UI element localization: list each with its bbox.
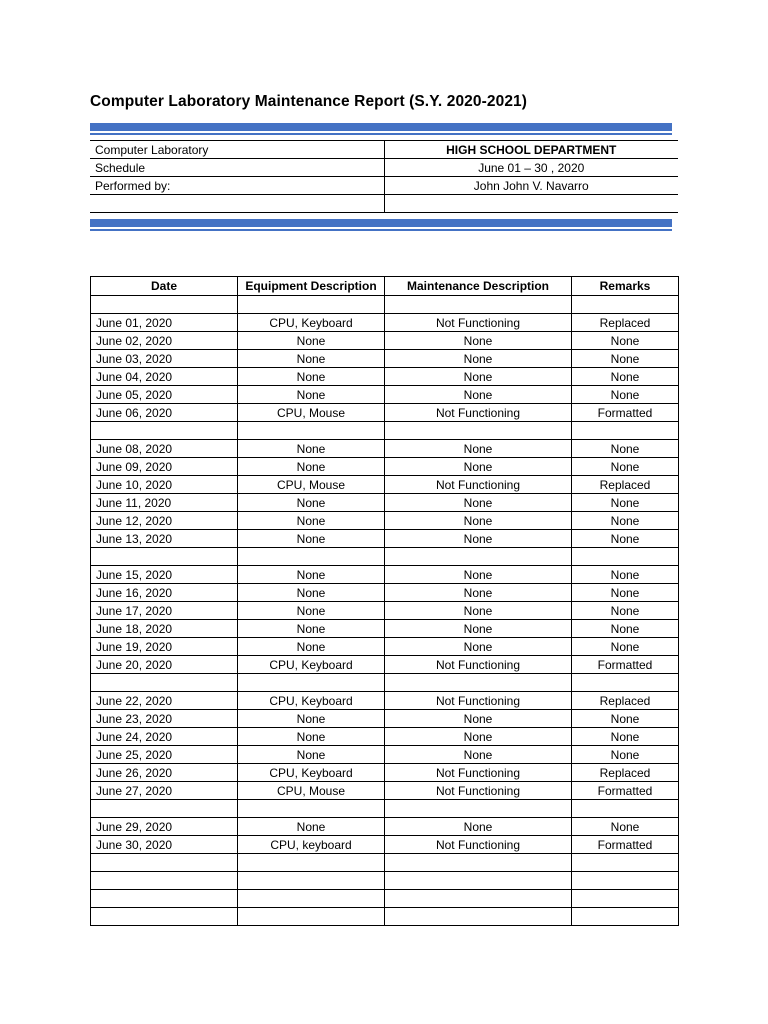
maintenance-log-table xyxy=(90,276,679,926)
remarks-cell xyxy=(572,890,679,908)
table-row xyxy=(91,638,679,656)
equipment-cell: None xyxy=(238,746,385,764)
table-row xyxy=(91,674,679,692)
info-value: HIGH SCHOOL DEPARTMENT xyxy=(384,141,678,159)
table-row xyxy=(91,746,679,764)
equipment-cell: None xyxy=(238,440,385,458)
remarks-cell: Replaced xyxy=(572,764,679,782)
table-row xyxy=(91,620,679,638)
date-cell: June 15, 2020 xyxy=(91,566,238,584)
equipment-cell: None xyxy=(238,584,385,602)
remarks-cell: None xyxy=(572,440,679,458)
equipment-cell: None xyxy=(238,710,385,728)
table-row xyxy=(91,458,679,476)
maintenance-cell: None xyxy=(385,620,572,638)
equipment-cell xyxy=(238,854,385,872)
maintenance-cell: None xyxy=(385,728,572,746)
table-row xyxy=(91,530,679,548)
maintenance-cell: None xyxy=(385,638,572,656)
equipment-cell: None xyxy=(238,638,385,656)
date-cell: June 11, 2020 xyxy=(91,494,238,512)
remarks-cell: None xyxy=(572,494,679,512)
date-cell xyxy=(91,854,238,872)
table-row xyxy=(91,350,679,368)
equipment-cell: CPU, Keyboard xyxy=(238,692,385,710)
column-header-equipment: Equipment Description xyxy=(238,277,385,296)
date-cell: June 19, 2020 xyxy=(91,638,238,656)
maintenance-cell xyxy=(385,872,572,890)
maintenance-cell: Not Functioning xyxy=(385,404,572,422)
equipment-cell xyxy=(238,548,385,566)
equipment-cell xyxy=(238,872,385,890)
maintenance-cell: None xyxy=(385,386,572,404)
equipment-cell: None xyxy=(238,602,385,620)
maintenance-cell xyxy=(385,854,572,872)
remarks-cell xyxy=(572,908,679,926)
equipment-cell: CPU, Keyboard xyxy=(238,656,385,674)
info-value: June 01 – 30 , 2020 xyxy=(384,159,678,177)
date-cell: June 22, 2020 xyxy=(91,692,238,710)
date-cell: June 05, 2020 xyxy=(91,386,238,404)
header-divider-top xyxy=(90,123,672,135)
date-cell: June 04, 2020 xyxy=(91,368,238,386)
maintenance-cell: None xyxy=(385,494,572,512)
remarks-cell xyxy=(572,800,679,818)
table-row xyxy=(91,476,679,494)
remarks-cell: None xyxy=(572,584,679,602)
date-cell: June 18, 2020 xyxy=(91,620,238,638)
equipment-cell: CPU, Keyboard xyxy=(238,764,385,782)
equipment-cell: CPU, Mouse xyxy=(238,782,385,800)
table-row xyxy=(91,854,679,872)
date-cell: June 27, 2020 xyxy=(91,782,238,800)
remarks-cell: None xyxy=(572,368,679,386)
equipment-cell: None xyxy=(238,386,385,404)
maintenance-cell: None xyxy=(385,566,572,584)
date-cell: June 16, 2020 xyxy=(91,584,238,602)
remarks-cell: None xyxy=(572,746,679,764)
maintenance-cell: Not Functioning xyxy=(385,692,572,710)
table-row xyxy=(91,422,679,440)
equipment-cell: CPU, Keyboard xyxy=(238,314,385,332)
equipment-cell: None xyxy=(238,512,385,530)
date-cell xyxy=(91,674,238,692)
maintenance-cell xyxy=(385,908,572,926)
info-row-lab xyxy=(90,141,678,159)
table-row xyxy=(91,836,679,854)
table-row xyxy=(91,800,679,818)
equipment-cell: None xyxy=(238,566,385,584)
date-cell: June 20, 2020 xyxy=(91,656,238,674)
equipment-cell xyxy=(238,422,385,440)
remarks-cell: None xyxy=(572,566,679,584)
info-row-schedule xyxy=(90,159,678,177)
date-cell xyxy=(91,800,238,818)
remarks-cell: None xyxy=(572,512,679,530)
remarks-cell xyxy=(572,674,679,692)
date-cell: June 29, 2020 xyxy=(91,818,238,836)
remarks-cell: Replaced xyxy=(572,476,679,494)
maintenance-cell: None xyxy=(385,332,572,350)
column-header-maintenance: Maintenance Description xyxy=(385,277,572,296)
equipment-cell: CPU, Mouse xyxy=(238,476,385,494)
date-cell: June 01, 2020 xyxy=(91,314,238,332)
date-cell: June 02, 2020 xyxy=(91,332,238,350)
table-row xyxy=(91,548,679,566)
date-cell: June 09, 2020 xyxy=(91,458,238,476)
report-title: Computer Laboratory Maintenance Report (S.Y. 2020-2021) xyxy=(90,93,528,110)
maintenance-cell xyxy=(385,674,572,692)
date-cell xyxy=(91,422,238,440)
table-row xyxy=(91,818,679,836)
maintenance-cell: None xyxy=(385,710,572,728)
maintenance-cell: None xyxy=(385,350,572,368)
table-row xyxy=(91,440,679,458)
table-row xyxy=(91,296,679,314)
remarks-cell xyxy=(572,422,679,440)
maintenance-cell xyxy=(385,800,572,818)
table-row xyxy=(91,314,679,332)
table-row xyxy=(91,602,679,620)
remarks-cell: Replaced xyxy=(572,692,679,710)
equipment-cell xyxy=(238,890,385,908)
table-row xyxy=(91,386,679,404)
remarks-cell xyxy=(572,872,679,890)
equipment-cell: None xyxy=(238,332,385,350)
info-label: Performed by: xyxy=(90,177,384,195)
table-row xyxy=(91,908,679,926)
remarks-cell xyxy=(572,854,679,872)
equipment-cell xyxy=(238,674,385,692)
table-row xyxy=(91,728,679,746)
maintenance-cell xyxy=(385,422,572,440)
remarks-cell: None xyxy=(572,710,679,728)
date-cell xyxy=(91,548,238,566)
remarks-cell: None xyxy=(572,386,679,404)
date-cell: June 10, 2020 xyxy=(91,476,238,494)
date-cell: June 13, 2020 xyxy=(91,530,238,548)
table-row xyxy=(91,710,679,728)
remarks-cell: None xyxy=(572,458,679,476)
maintenance-cell: Not Functioning xyxy=(385,782,572,800)
equipment-cell: CPU, Mouse xyxy=(238,404,385,422)
equipment-cell: None xyxy=(238,530,385,548)
table-row xyxy=(91,494,679,512)
info-value: John John V. Navarro xyxy=(384,177,678,195)
table-row xyxy=(91,512,679,530)
table-row xyxy=(91,656,679,674)
maintenance-cell: None xyxy=(385,368,572,386)
equipment-cell: None xyxy=(238,458,385,476)
remarks-cell: None xyxy=(572,332,679,350)
maintenance-cell: Not Functioning xyxy=(385,836,572,854)
remarks-cell: None xyxy=(572,602,679,620)
equipment-cell: None xyxy=(238,620,385,638)
remarks-cell: Formatted xyxy=(572,782,679,800)
remarks-cell: None xyxy=(572,818,679,836)
equipment-cell xyxy=(238,296,385,314)
remarks-cell: None xyxy=(572,638,679,656)
header-divider-bottom xyxy=(90,219,672,231)
remarks-cell: None xyxy=(572,728,679,746)
equipment-cell: None xyxy=(238,728,385,746)
table-row xyxy=(91,566,679,584)
maintenance-cell: Not Functioning xyxy=(385,314,572,332)
maintenance-cell xyxy=(385,890,572,908)
date-cell: June 12, 2020 xyxy=(91,512,238,530)
remarks-cell: Formatted xyxy=(572,836,679,854)
date-cell xyxy=(91,296,238,314)
maintenance-cell: Not Functioning xyxy=(385,476,572,494)
info-row-performed-by xyxy=(90,177,678,195)
table-row xyxy=(91,404,679,422)
remarks-cell: Formatted xyxy=(572,404,679,422)
date-cell xyxy=(91,890,238,908)
date-cell: June 06, 2020 xyxy=(91,404,238,422)
remarks-cell: None xyxy=(572,530,679,548)
remarks-cell xyxy=(572,548,679,566)
column-header-date: Date xyxy=(91,277,238,296)
maintenance-cell: None xyxy=(385,530,572,548)
date-cell: June 23, 2020 xyxy=(91,710,238,728)
remarks-cell: Formatted xyxy=(572,656,679,674)
info-value xyxy=(384,195,678,213)
equipment-cell: CPU, keyboard xyxy=(238,836,385,854)
equipment-cell xyxy=(238,800,385,818)
table-header-row xyxy=(91,277,679,296)
table-row xyxy=(91,764,679,782)
remarks-cell xyxy=(572,296,679,314)
table-row xyxy=(91,584,679,602)
equipment-cell xyxy=(238,908,385,926)
maintenance-log-body xyxy=(91,296,679,926)
date-cell: June 17, 2020 xyxy=(91,602,238,620)
table-row xyxy=(91,782,679,800)
maintenance-cell: None xyxy=(385,440,572,458)
table-row xyxy=(91,872,679,890)
date-cell: June 26, 2020 xyxy=(91,764,238,782)
date-cell: June 24, 2020 xyxy=(91,728,238,746)
date-cell: June 03, 2020 xyxy=(91,350,238,368)
maintenance-cell: Not Functioning xyxy=(385,656,572,674)
equipment-cell: None xyxy=(238,368,385,386)
maintenance-cell: None xyxy=(385,746,572,764)
report-info-table xyxy=(90,140,678,213)
maintenance-cell: None xyxy=(385,602,572,620)
remarks-cell: None xyxy=(572,620,679,638)
maintenance-cell: None xyxy=(385,458,572,476)
date-cell: June 30, 2020 xyxy=(91,836,238,854)
maintenance-cell: None xyxy=(385,584,572,602)
maintenance-cell: Not Functioning xyxy=(385,764,572,782)
remarks-cell: Replaced xyxy=(572,314,679,332)
equipment-cell: None xyxy=(238,818,385,836)
date-cell xyxy=(91,908,238,926)
table-row xyxy=(91,368,679,386)
maintenance-cell: None xyxy=(385,512,572,530)
date-cell xyxy=(91,872,238,890)
maintenance-cell xyxy=(385,296,572,314)
info-label: Schedule xyxy=(90,159,384,177)
column-header-remarks: Remarks xyxy=(572,277,679,296)
remarks-cell: None xyxy=(572,350,679,368)
info-label: Computer Laboratory xyxy=(90,141,384,159)
equipment-cell: None xyxy=(238,494,385,512)
table-row xyxy=(91,890,679,908)
maintenance-cell xyxy=(385,548,572,566)
date-cell: June 25, 2020 xyxy=(91,746,238,764)
info-row-empty xyxy=(90,195,678,213)
table-row xyxy=(91,332,679,350)
table-row xyxy=(91,692,679,710)
date-cell: June 08, 2020 xyxy=(91,440,238,458)
info-label xyxy=(90,195,384,213)
maintenance-cell: None xyxy=(385,818,572,836)
equipment-cell: None xyxy=(238,350,385,368)
